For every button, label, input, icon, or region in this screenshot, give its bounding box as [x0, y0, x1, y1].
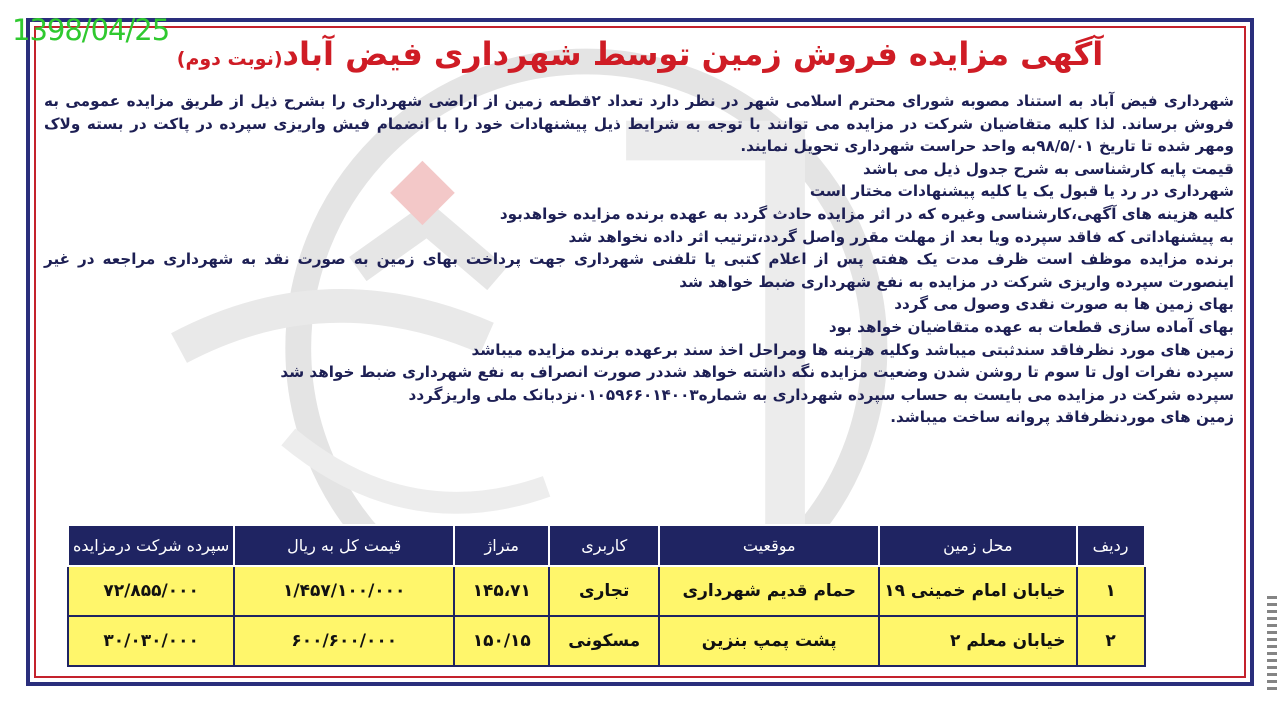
- condition-item: شهرداری در رد یا قبول یک یا کلیه پیشنهادات مختار است: [809, 182, 1234, 201]
- table-header-row: [68, 525, 1145, 566]
- auction-table: [67, 524, 1146, 667]
- condition-item: سپرده نفرات اول تا سوم تا روشن شدن وضعیت مزایده نگه داشته خواهد شددر صورت انصراف به نفع شهرداری ضبط خواهد شد: [280, 363, 1234, 382]
- header-use: کاربری: [549, 525, 659, 566]
- condition-item: بهای آماده سازی قطعات به عهده متقاضیان خواهد بود: [828, 317, 1234, 336]
- cell-price: ۶۰۰/۶۰۰/۰۰۰: [234, 616, 454, 666]
- condition-item: قیمت پایه کارشناسی به شرح جدول ذیل می باشد: [863, 159, 1234, 178]
- header-row-number: ردیف: [1077, 525, 1145, 566]
- notice-title-suffix: (نوبت دوم): [176, 48, 283, 70]
- condition-item: سپرده شرکت در مزایده می بایست به حساب سپرده شهرداری به شماره۰۱۰۵۹۶۶۰۱۴۰۰۳نزدبانک ملی واریزگردد: [408, 385, 1234, 404]
- date-stamp: 1398/04/25: [12, 13, 170, 47]
- cell-position: پشت پمپ بنزین: [659, 616, 879, 666]
- cell-area: ۱۵۰/۱۵: [454, 616, 549, 666]
- table-row: [68, 616, 1145, 666]
- cell-price: ۱/۴۵۷/۱۰۰/۰۰۰: [234, 566, 454, 616]
- cell-deposit: ۳۰/۰۳۰/۰۰۰: [68, 616, 234, 666]
- notice-frame: [26, 18, 1254, 686]
- edge-marks: [1267, 596, 1277, 692]
- cell-row-number: ۱: [1077, 566, 1145, 616]
- cell-use: تجاری: [549, 566, 659, 616]
- cell-place: خیابان معلم ۲: [879, 616, 1076, 666]
- header-deposit: سپرده شرکت درمزایده: [68, 525, 234, 566]
- cell-row-number: ۲: [1077, 616, 1145, 666]
- condition-item: بهای زمین ها به صورت نقدی وصول می گردد: [894, 295, 1234, 314]
- condition-item: برنده مزایده موظف است ظرف مدت یک هفته پس از اعلام کتبی یا تلفنی شهرداری جهت پرداخت بهای زمین به صورت نقد به شهرداری مراجعه در غیر اینصورت سپرده واریزی شرکت در مزایده به نفع شهرداری ضبط خواهد شد: [44, 250, 1234, 291]
- condition-item: به پیشنهاداتی که فاقد سپرده ویا بعد از مهلت مقرر واصل گردد،ترتیب اثر داده نخواهد شد: [568, 227, 1234, 246]
- notice-intro: شهرداری فیض آباد به استناد مصوبه شورای محترم اسلامی شهر در نظر دارد تعداد ۲قطعه زمین از اراضی شهرداری را بشرح ذیل از طریق مزایده عمومی به فروش برساند. لذا کلیه متقاضیان شرکت در مزایده می توانند با توجه به شرایط ذیل پیشنهادات خود را با انضمام فیش واریزی سپرده در پاکت در بسته ولاک ومهر شده تا تاریخ ۹۸/۵/۰۱به واحد حراست شهرداری تحویل نمایند.: [44, 92, 1234, 156]
- cell-area: ۱۴۵،۷۱: [454, 566, 549, 616]
- header-position: موقعیت: [659, 525, 879, 566]
- notice-title-main: آگهی مزایده فروش زمین توسط شهرداری فیض آباد: [282, 35, 1104, 73]
- cell-place: خیابان امام خمینی ۱۹: [879, 566, 1076, 616]
- cell-position: حمام قدیم شهرداری: [659, 566, 879, 616]
- table-row: [68, 566, 1145, 616]
- header-price: قیمت کل به ریال: [234, 525, 454, 566]
- condition-item: زمین های مورد نظرفاقد سندثبتی میباشد وکلیه هزینه ها ومراحل اخذ سند برعهده برنده مزایده میباشد: [471, 340, 1234, 359]
- condition-item: کلیه هزینه های آگهی،کارشناسی وغیره که در اثر مزایده حادث گردد به عهده برنده مزایده خواهدبود: [499, 204, 1234, 223]
- notice-body: [44, 90, 1234, 429]
- header-place: محل زمین: [879, 525, 1076, 566]
- notice-title: [30, 34, 1250, 79]
- header-area: متراژ: [454, 525, 549, 566]
- cell-deposit: ۷۲/۸۵۵/۰۰۰: [68, 566, 234, 616]
- cell-use: مسکونی: [549, 616, 659, 666]
- condition-item: زمین های موردنظرفاقد پروانه ساخت میباشد.: [890, 408, 1234, 427]
